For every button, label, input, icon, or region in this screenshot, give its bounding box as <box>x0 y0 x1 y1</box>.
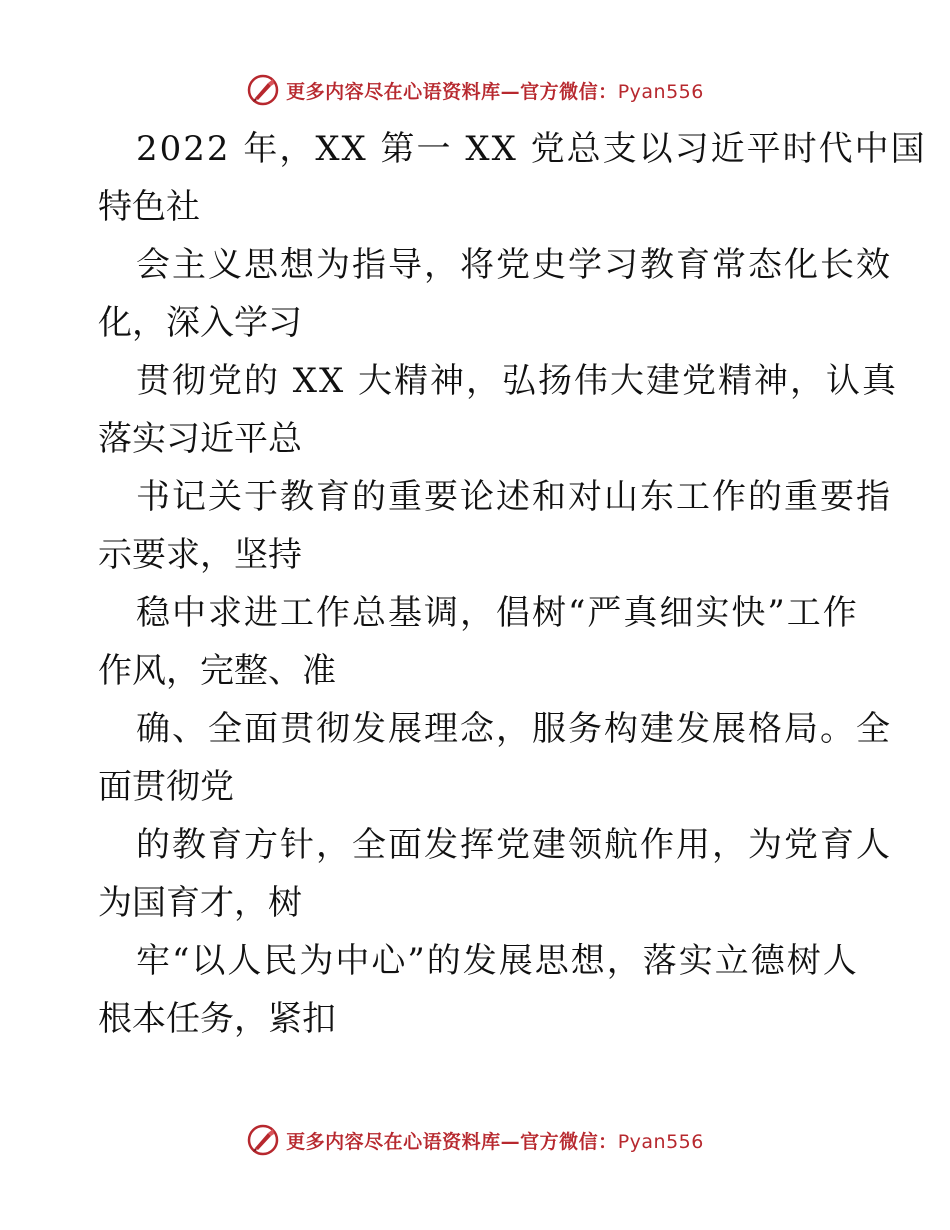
footer-banner-label: 官方微信： <box>520 1130 618 1153</box>
document-line: 贯彻党的 XX 大精神，弘扬伟大建党精神，认真 <box>136 361 899 401</box>
document-line: 会主义思想为指导，将党史学习教育常态化长效 <box>136 245 892 285</box>
document-line: 特色社 <box>98 187 200 227</box>
header-banner-dash: — <box>500 80 521 103</box>
document-line: 落实习近平总 <box>98 419 302 459</box>
document-line: 示要求，坚持 <box>98 535 302 575</box>
document-line: 牢“以人民为中心”的发展思想，落实立德树人 <box>136 941 859 981</box>
quill-pen-logo-icon <box>246 1123 280 1157</box>
document-line: 书记关于教育的重要论述和对山东工作的重要指 <box>136 477 892 517</box>
document-line: 稳中求进工作总基调，倡树“严真细实快”工作 <box>136 593 859 633</box>
document-line: 作风，完整、准 <box>98 651 336 691</box>
document-line: 化，深入学习 <box>98 303 302 343</box>
document-line: 2022 年，XX 第一 XX 党总支以习近平时代中国 <box>136 129 927 169</box>
quill-pen-logo-icon <box>246 73 280 107</box>
document-line: 为国育才，树 <box>98 883 302 923</box>
header-banner-text <box>286 77 704 104</box>
footer-banner-dash: — <box>500 1130 521 1153</box>
document-line: 面贯彻党 <box>98 767 234 807</box>
document-body <box>98 120 927 1048</box>
footer-banner-main-text: 更多内容尽在心语资料库 <box>286 1130 501 1153</box>
header-banner <box>0 70 950 110</box>
footer-banner <box>0 1120 950 1160</box>
header-banner-wechat-id: Pyan556 <box>617 80 704 103</box>
footer-banner-content <box>246 1123 704 1157</box>
header-banner-content <box>246 73 704 107</box>
header-banner-label: 官方微信： <box>520 80 618 103</box>
footer-banner-text <box>286 1127 704 1154</box>
document-line: 的教育方针，全面发挥党建领航作用，为党育人 <box>136 825 892 865</box>
footer-banner-wechat-id: Pyan556 <box>617 1130 704 1153</box>
document-line: 根本任务，紧扣 <box>98 999 336 1039</box>
document-line: 确、全面贯彻发展理念，服务构建发展格局。全 <box>136 709 892 749</box>
header-banner-main-text: 更多内容尽在心语资料库 <box>286 80 501 103</box>
